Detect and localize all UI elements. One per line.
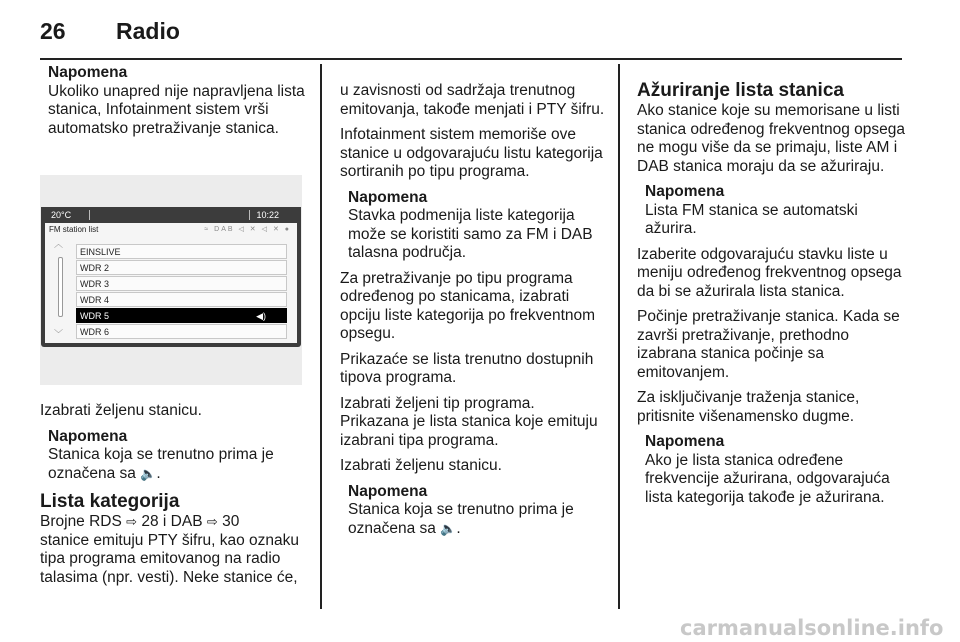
note-submenu	[348, 189, 610, 263]
column-1-lower	[40, 402, 312, 594]
infotainment-screen-figure	[40, 175, 302, 385]
note-text: Stanica koja se trenutno prima je označena sa	[48, 446, 274, 482]
scrollbar[interactable]	[58, 257, 63, 317]
scroll-up-icon[interactable]: ︿	[54, 239, 64, 249]
paragraph: Izaberite odgovarajuću stavku liste u meniju određenog frekventnog opsega da bi se ažurirala lista stanica.	[637, 245, 902, 300]
note-text-end: .	[156, 464, 161, 482]
paragraph	[340, 395, 610, 451]
paragraph: Za isključivanje traženja stanice, pritisnite višenamensko dugme.	[637, 389, 860, 425]
station-label: WDR 2	[80, 263, 109, 273]
scroll-down-icon[interactable]: ﹀	[54, 329, 64, 339]
note-title: Napomena	[48, 427, 128, 445]
section-title: Radio	[116, 18, 180, 44]
station-label: WDR 6	[80, 327, 109, 337]
paragraph: Za pretraživanje po tipu programa određenog po stanicama, izabrati opciju liste kategorija po frekventnom opsegu.	[340, 269, 596, 342]
speaker-icon: 🔈	[140, 465, 157, 481]
station-item-wdr4[interactable]	[76, 292, 287, 307]
station-label: WDR 4	[80, 295, 109, 305]
text: Izabrati željeni tip programa.	[340, 394, 535, 412]
paragraph: Počinje pretraživanje stanica. Kada se završi pretraživanje, prethodno izabrana stanica počinje sa emitovanjem.	[637, 308, 900, 381]
note-initial-search	[48, 64, 308, 138]
paragraph: Infotainment sistem memoriše ove stanice u odgovarajuću listu kategorija sortiranih po tipu programa.	[340, 126, 603, 180]
arrow-right-icon: ⇨	[126, 514, 138, 529]
note-text: Lista FM stanica se automatski ažurira.	[645, 201, 858, 237]
station-item-wdr2[interactable]	[76, 260, 287, 275]
speaker-icon: ◀)	[256, 311, 266, 321]
note-text: Ukoliko unapred nije napravljena lista stanica, Infotainment sistem vrši automatsko pretraživanje stanica.	[48, 82, 305, 137]
header-rule	[40, 58, 902, 60]
note-current-station	[348, 483, 610, 539]
paragraph: Prikazaće se lista trenutno dostupnih tipova programa.	[340, 350, 594, 386]
column-2	[340, 82, 610, 545]
note-category-update	[645, 433, 905, 507]
column-divider-2	[618, 64, 620, 609]
temperature-readout: 20°C	[51, 210, 72, 220]
speaker-icon: 🔈	[440, 520, 457, 536]
column-1	[40, 64, 308, 145]
station-label: EINSLIVE	[80, 247, 121, 257]
note-title: Napomena	[348, 188, 428, 206]
page-number: 26	[40, 18, 66, 44]
status-icons: ≈ DAB ◁ ✕ ◁ ✕ ●	[204, 226, 291, 233]
note-title: Napomena	[48, 64, 128, 81]
arrow-right-icon: ⇨	[206, 514, 218, 529]
note-fm-auto	[645, 183, 905, 239]
station-item-einslive[interactable]	[76, 244, 287, 259]
text: Brojne RDS	[40, 513, 122, 530]
display-screen	[41, 207, 301, 347]
note-current-station	[48, 428, 312, 484]
status-separator	[89, 210, 90, 220]
text: Prikazana je lista stanica koje emituju izabrani tipa programa.	[340, 413, 598, 449]
station-item-wdr6[interactable]	[76, 324, 287, 339]
note-text: Stavka podmenija liste kategorija može se koristiti samo za FM i DAB talasna područja.	[348, 207, 593, 261]
station-item-wdr5[interactable]	[76, 308, 287, 323]
watermark: carmanualsonline.info	[680, 616, 944, 640]
paragraph: stanice emituju PTY šifru, kao oznaku tipa programa emitovanog na radio talasima (npr. vesti). Neke stanice će,	[40, 531, 300, 586]
station-label: WDR 3	[80, 279, 109, 289]
clock-readout: 10:22	[256, 210, 279, 220]
column-divider-1	[320, 64, 322, 609]
status-bar	[41, 207, 301, 223]
station-label: WDR 5	[80, 311, 109, 321]
text: 30	[222, 513, 240, 530]
note-text: Ako je lista stanica određene frekvencije ažurirana, odgovarajuća lista kategorija takođe je ažurirana.	[645, 451, 890, 506]
heading-update-lists: Ažuriranje lista stanica	[637, 80, 844, 101]
status-separator	[249, 210, 250, 220]
note-text-end: .	[456, 519, 461, 537]
heading-category-list: Lista kategorija	[40, 491, 180, 512]
note-title: Napomena	[645, 433, 725, 450]
station-list-title: FM station list	[49, 225, 99, 234]
column-3	[637, 80, 905, 514]
note-text: Stanica koja se trenutno prima je označena sa	[348, 501, 574, 537]
note-title: Napomena	[348, 482, 428, 500]
note-title: Napomena	[645, 183, 725, 200]
paragraph: u zavisnosti od sadržaja trenutnog emitovanja, takođe menjati i PTY šifru.	[340, 82, 605, 118]
paragraph: Ako stanice koje su memorisane u listi stanica određenog frekventnog opsega ne mogu više da se primaju, liste AM i DAB stanica moraju da se ažuriraju.	[637, 102, 906, 175]
paragraph-refs	[40, 513, 312, 532]
paragraph: Izabrati željenu stanicu.	[340, 457, 502, 474]
station-list-panel	[45, 223, 297, 343]
text: 28 i DAB	[141, 513, 203, 530]
station-item-wdr3[interactable]	[76, 276, 287, 291]
paragraph: Izabrati željenu stanicu.	[40, 402, 202, 419]
